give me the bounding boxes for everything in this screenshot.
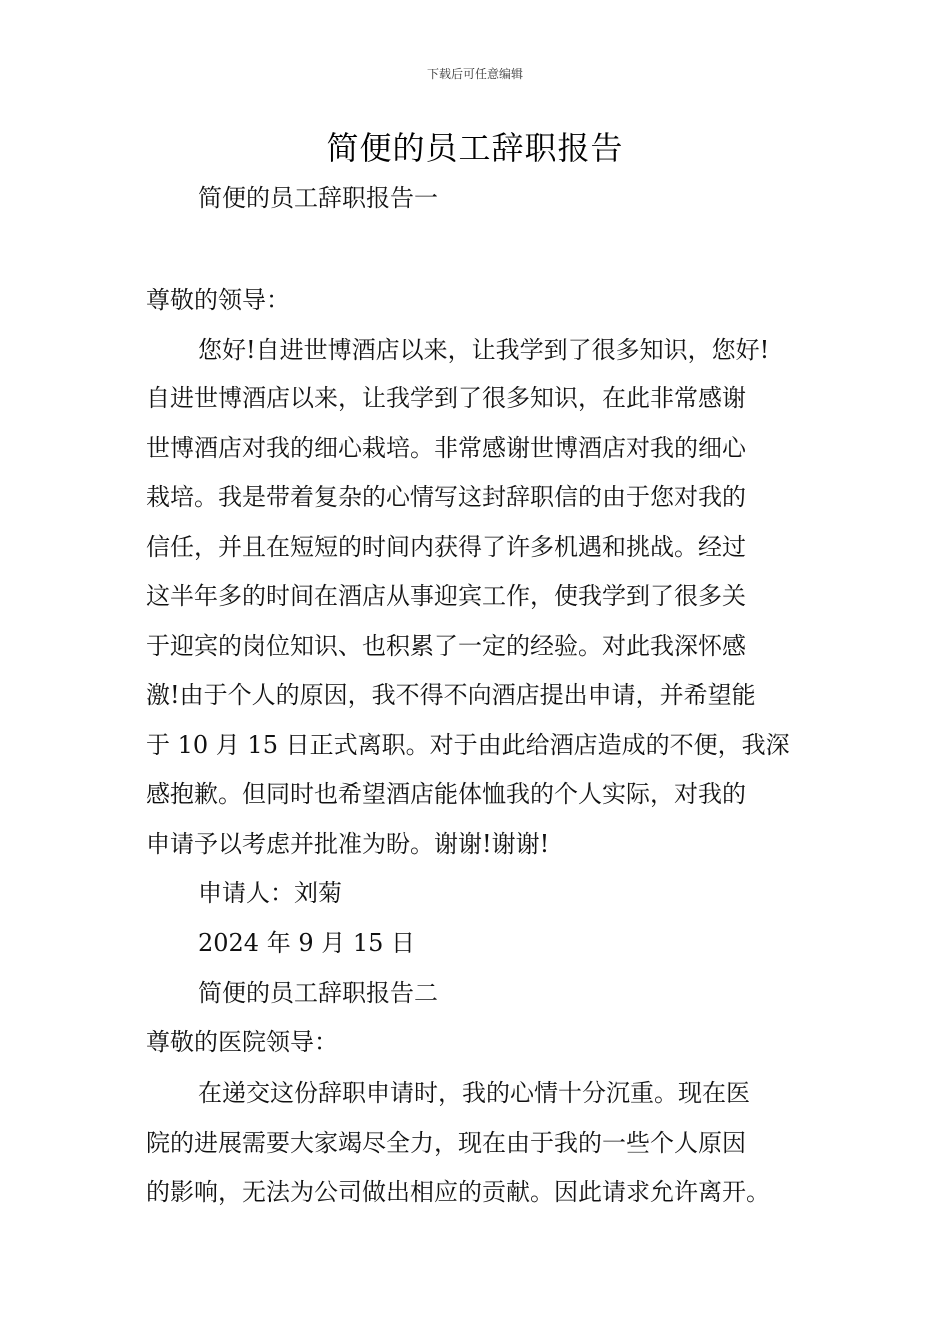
body-line: 院的进展需要大家竭尽全力，现在由于我的一些个人原因 [146, 1129, 746, 1157]
body-line: 信任，并且在短短的时间内获得了许多机遇和挑战。经过 [146, 533, 746, 561]
application-date: 2024 年 9 月 15 日 [198, 929, 416, 957]
body-line: 激!由于个人的原因，我不得不向酒店提出申请，并希望能 [146, 681, 756, 709]
body-line: 于迎宾的岗位知识、也积累了一定的经验。对此我深怀感 [146, 632, 746, 660]
body-line: 您好!自进世博酒店以来，让我学到了很多知识，您好! [198, 336, 770, 364]
section1-heading: 简便的员工辞职报告一 [198, 184, 438, 212]
body-line: 栽培。我是带着复杂的心情写这封辞职信的由于您对我的 [146, 483, 746, 511]
body-line: 世博酒店对我的细心栽培。非常感谢世博酒店对我的细心 [146, 434, 746, 462]
body-line: 在递交这份辞职申请时，我的心情十分沉重。现在医 [198, 1079, 750, 1107]
section2-greeting: 尊敬的医院领导： [146, 1028, 338, 1056]
body-line: 于 10 月 15 日正式离职。对于由此给酒店造成的不便，我深 [146, 731, 790, 759]
section2-heading: 简便的员工辞职报告二 [198, 979, 438, 1007]
header-note: 下载后可任意编辑 [426, 67, 523, 81]
body-line: 申请予以考虑并批准为盼。谢谢!谢谢! [146, 830, 550, 858]
body-line: 感抱歉。但同时也希望酒店能体恤我的个人实际，对我的 [146, 780, 746, 808]
document-title: 简便的员工辞职报告 [326, 129, 624, 167]
body-line: 自进世博酒店以来，让我学到了很多知识，在此非常感谢 [146, 384, 746, 412]
section1-greeting: 尊敬的领导： [146, 286, 290, 314]
body-line: 的影响，无法为公司做出相应的贡献。因此请求允许离开。 [146, 1178, 770, 1206]
body-line: 这半年多的时间在酒店从事迎宾工作，使我学到了很多关 [146, 582, 746, 610]
applicant-signature: 申请人：刘菊 [198, 879, 342, 907]
